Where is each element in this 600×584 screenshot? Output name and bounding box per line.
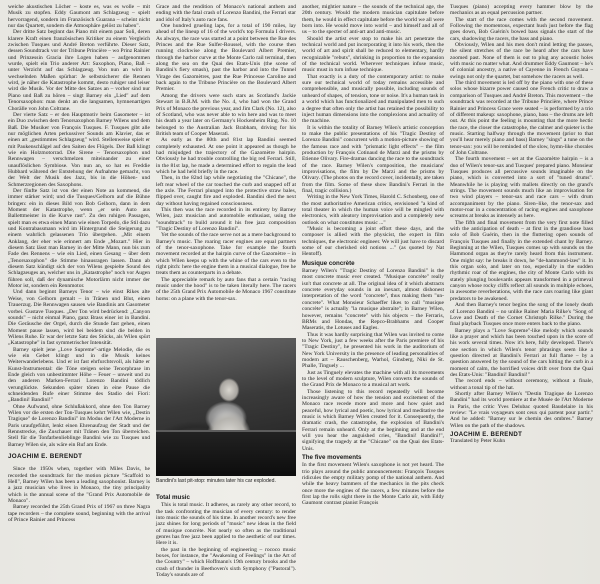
paragraph: Ohne Aufwand, ohne Schlußakkord, ohne den Ton Barney Wilen vor die ersten der Ton-Tusques kehrt Wilen wie, „Destin Tragique" de Lorenzo Bandini" im Modus der l'Art Moderne in Paris uraufgeführt, lenkt einen Ehrenaufzug der Stadt und der Rennstrecke, die Zuschauer mit Tränen den Ton überreichen. Stell für die Tonfarbenlieblinge Bandini wie zu Tusques und Barney Wilen sie, als wäre ein Ruf am Ende. [8,403,150,448]
paragraph: the past in the beginning of engineering – rococo music boxes, for instance, the "Awakening of Feelings" in the Art of the Country" – which Hoffmann's 19th century brooks and the crash of thunder in Beethoven's sixth Symphony ("Pastoral"). Today's sounds are of [156,546,296,579]
bandini-pitstop-photo [156,338,296,476]
paragraph: As early as the 80th and 81st lap Bandini seemed completely exhausted. At one point it appeared as though he had misjudged the trajectory of the Gazomètre hairpin. Obviously he had trouble controlling the big red Ferrari. Still, in the 81st lap, he made a determined effort to regain the lead which he had held briefly in the race. [156,137,296,175]
english-text-technical-age [302,4,444,258]
paragraph: Barney recorded the 25th Grand Prix of 1967 on three Nagra tape recorders – the complete sound, beginning with the arrival of Prince Rainier and Princess [8,504,150,524]
paragraph: weiche akustischen Löcher – koste es, was es wolle – mit Musik zu stopfen. Eddy Gaumont am Schlagzeug – spielt hervorragend, sondern im Französisch Guarana – scheint nicht nur das Quartett, sondern die Atmosphäre gelöst zu haben". [8,4,150,30]
paragraph: Those listening to this record repeatedly will become increasingly aware of how the tension and excitement of the Monaco race recede more and more and how quiet and peaceful, how lyrical and poetic, how lyrical and meditative the music is which Barney Wilen created for it. Consequently, the dramatic crash, the catastrophe, the explosion of Bandini's Ferrari remain unheard. Only at the beginning and at the end will you hear the anguished cries, "Bandini! Bandini!", signifying the tragedy at the "Chicane" on the Quai des Etats-Unis. [302,388,444,452]
paragraph: The appreciable remark by auto fans that a certain "racing music under the hood" is to be taken literally here. The racers of the 25th Grand Prix Automobile de Monaco 1967 constitute horns: on a plane with the tenor-sax. [156,276,296,302]
heading-musique-concrete: Musique concrète [302,259,355,267]
paragraph: Thus it was hardly surprising that Wilen was invited to come to New York, just a few weeks after the Paris premiere of his "Tragic Destiny", he presented his work in the auditorium of New York University in the presence of leading personalities of modern art – Rauschenberg, Warhol, Ginsberg, Niki de St. Phalle, Tinguely ... [302,331,444,370]
paragraph: another, mightier nature – the sounds of the technical age, the 20th century. Would the modern musician capitulate before them, he would in effect capitulate before the world we all were born into. He would move into world – and himself and all of us – to the specter of anti-art and anti-music. [302,4,444,36]
paragraph: Yet the sounds of the race serve not as a mere background to Barney's music. The roaring racer engines are equal partners of the tenor-saxophone. Take for example the fourth movement recorded at the hairpin curve of the Gazomètre – in which Wilen keeps up with the whine of the cars even to the right pitch: here the engine them in a musical dialogue, free he treats them as counterparts in a debate. [156,232,296,277]
paragraph: Der vierte Satz – er den Hauptmotiv beim Gasometer – ist ein Duo zwischen dem Tenorsaxophon Barney Wilens und dem Baß. Die Musiker von François Tusques. F. Tusques gibt alle nur möglichen Arten perkussiver Sounds am Klavier, das er einen art „gestimmtes Schlagzeug" wird. Stellenweise spielt er mit Paukenschlägel auf den Saiten des Flügels. Der Baß klingt wie ein Holzmotorrad. Die Sirene – Tenorsaxophon und Rennwagen – verschmelzen miteinander zu einer unauflöslichen Symbiose. Von nun an, so hat es Freddie Hubbard während der Entstehung der Aufnahme gemacht, von der Welt der Musik des Jazz, bis in die Höhen- und Schmerzregionen des Saxophons. [8,111,150,188]
paragraph: One hundred grueling laps, for a total of 190 miles, lay ahead of the lineup of 16 of the world's top Formula I drivers. As always, the race was started at a point between the Rue des Princes and the Rue Sulfer-Roussel, with the course then running clockwise along the Boulevard Albert Premier, through the harbor curve at the Monte Carlo rail terminal, then along the sea on the Quai des Etats-Unis (the scene of Bandini's fiery smash), past the harbor and into the Tunnel Virage des Gazomètres, past the Rue Princesse Caroline and back again to the Tribune Princière on the Boulevard Albert Premier. [156,23,296,93]
musique-concrete-text [302,268,444,452]
paragraph: And then Barney's tenor begins the song of the lonely death of Lorenzo Bandini – no unlike Rainer Maria Rilke's "Song of Love and Death of the Cornet Christoph Rilke." During the final playback Tusques once more enters back to the piano. [450,302,593,328]
paragraph: This then was the race recorded in its entirety by Barney Wilen, jazz musician and automobile enthusiast, using the "soundtrack" to build around it his free jazz composition "Tragic Destiny of Lorenzo Bandini". [156,207,296,233]
paragraph: The fifth and final movement from the very first note filled with the anticipation of death – at first in the grandiose bass solo of Bob Guérin, then in the fluttering open sounds of François Tusques and finally in the extended chant by Barney. Beginning at the Wilen, Tusques comes up with sounds on the Hammond organ as they're rarely heard from this instrument. One might say: he breaks it down, he "de-hammond-izes" it. In this organ solo, and later on too, especially in the sudden rhythmic roar of the engines, the city of Monte Carlo with its stately plunging boulevards appears transformed in a primeval canyon whose rocky cliffs reflect all sounds in multiple echoes, in awesome reverberations, with the race cars roaring like giant predators to be awakened. [450,219,593,302]
paragraph: Der dritte Satz beginnt das Piano mit einem paar Soli, deren klarere Kraft einen französischen Kritiker zu einem Vergleich zwischen Tusques und André Breton verführte. Dieser Satz, dessen Soundtrack vor der Tribune Princière – wo Prinz Rainier und Prinzessin Gracia ihre Logen haben – aufgenommen wurde, spielt ein Trio anderer Art: Saxophon, Piano, Baß – unter Verzicht auf das Schlagzeug. Von nun an wird in wechselnden Maßen spürbar: Je selbstsicherer die Rennen wird, je näher die Katastrophe kommt, desto ruhiger und leiser wird die Musik. Vor der Mitte des Satzes an – vorher sind nur Piano und Baß zu hören – singt Barney ein „Lied" auf dem Tenorsaxophon: man denkt an die langsamen, hymnenartigen Chorälle von John Coltrane. [8,29,150,112]
paragraph: Barney spielt jene „Love Supreme"-artige Melodie, die es wie ein Gebet klingt und in die Musik keines Weiterwanderlebens. Und er ist fast ehrfurchtsvoll, als hätte er Kunst-Instrumental: die Töne steigen seine Tenorphrase im Ende gleich von unbestimmter Höhe – Feuer – unweit und zu den anderen Marken-Ferrari Lorenzo Bandini tödlich verunglückte. Sekunden später tönen in eine Pause die schneidenden Rufe einer Stimme des Stadio dei Fiori: „Bandini! Bandini!" [8,346,150,404]
english-text-race [156,4,296,302]
signature-german: JOACHIM E. BERENDT [8,453,83,461]
paragraph: The fourth movement – set at the Gazomètre hairpin – is a duo of Wilen's tenor-sax and Tusques' prepared piano. Monsieur Tusques produces all percussive sounds imaginable on the piano, which is converted into a sort of "tuned drums". Meanwhile he is playing with mallets directly on the grand's strings. The movement sounds much like an improvisation for two wind players – tenor-sax and race cars – with drum accompaniment by the piano. Siren–like, the tenor-sax and motor-roar in a concentration of racing engines and saxophone screams at breaks as intensely as here. [450,156,593,220]
column-english-3 [450,4,593,445]
race-car-shape [156,430,296,476]
paragraph: Und dann beginnt Barneys Tenor – wie einst Rikes alte Weise, von Gelhorn gemalt – in Tränen und Blut, einen Trauerzug. Die Rennwagen sausen wie Bandinis am Gasometer vorbei. Gustave Tusques. „Der Ton wird bedrückend: „Canyon sounds" – nicht einmal Piano, ganz Brass einer ist in Bandini. Die Geräusche der Orgel, durch die Stunde fast gehen, einen Moment pause lassen, wird bei beidem sind die beiden in Wilens Ruhe. Er war der letzte Satz des Stücks, als Wilen spürt „Katastrophe" in fast symmetrischer Intensität. [8,289,150,347]
paragraph: Among the drivers were such stars as Scotland's Jackie Stewart in B.R.M. with the No. 4, who had won the Grand Prix of Monaco the previous year, and Jim Clark (No. 12), also of Scotland, who was never able to win here and was to meet his death a year later on Germany's Hockenheim Ring. No. 10 belonged to the Australian Jack Brabham, driving for his British team of Cooper Maserati. [156,92,296,137]
paragraph: Shortly after Barney Wilen's "Destin Tragique de Lorenzo Bandini" had its world premiere at the Musée de l'Art Moderne in Paris, the critic Yves Delubac quoted Baudelaire in his review: "Le vrais voyageurs sont ceux qui partent pour partir." And he added: "Barney sur le chemin des ombres." Barney Wilen on the path of the shadows. [450,390,593,429]
photo-caption: Bandini's last pit-stop: minutes later his car exploded. [156,478,276,484]
paragraph: The third movement is led off by the piano with one of these solos whose bizarre power caused one French critic to draw a comparison of Tusques and André Breton. This movement – the soundtrack was recorded at the Tribune Princière, where Prince Rainier and Princess Grace were seated – is performed by a trio of different makeup: saxophone, piano, bass – the drums are left out. At this point the feeling is mounting that the more hectic the race, the closer the catastrophe, the calmer and quieter is the music. Starting halfway through the movement (prior to that you'll hear merely piano and bass) Barney "sings" a tune on the tenor-sax: you will be reminded of the slow, hymn-like chorales of John Coltrane. [450,80,593,156]
column-english-1-bottom [156,492,296,578]
paragraph: Tusques (piano) accepting every hammer blow by the mechanics as an equal percussion partner. [450,4,593,17]
column-english-1 [156,4,296,302]
signature-english: JOACHIM E. BERENDT [450,431,523,439]
paragraph: "Music is becoming a joint effort these days, and the composer is allied with the physicist, the expert in film techniques, the electronic engineer. We will just have to discard some of our cherished old notions ..." (as quoted by Nat Hentoff). [302,226,444,258]
paragraph: Obviously, Wilen and his men don't mind letting the passes, the silent stretches of the race be heard after the cars have zoomed past. None of them is out to plug any acoustic holes with music no matter what. And drummer Eddy Gaumont – he's of colonial ancestry, a native of Cayenne in French Guyana – swings not only the quartet, but somehow the racers as well. [450,42,593,80]
column-english-2 [302,4,444,507]
paragraph: It is within the totality of Barney Wilen's artistic conception to make the public presentations of his "Tragic Destiny of Lorenzo Bandini" concurrent with a motion-picture showing of the famous race and with "prismatic light effects" – the film production by François Cotinaud de Marzi and the prisms by Etienne Olivary. Fire-dramas dancing the race to the soundtrack of the race. Barney Wilen's composition, the musicians' improvisations, the film by De Marzi and the prisms by Olivary. (The photos on the record cover, incidentally, are taken from the film. Some of these show Bandini's Ferrari in the final, tragic collision.) [302,124,444,194]
paragraph: Should the artist ever stop to make his art penetrate the technical world and put incorporating it into his work, then the world of art and spirit shall be reduced to elementary, hardly recognizable "rebuts", shrinking in proportion to the expansion of the technical world. Wherever techniques infuse music, music must in turn infuse technique. [302,35,444,74]
paragraph: That exactly is a duty of the contemporary artist: to make sure our technical world of today remains accessible and comprehensible, and musically possible, including sounds of unheard of shapes, of tension, tone or noise. It's a human task in a world which has functionalized and manipulated men to such a degree that often only the artist has retained the possibility to inject human dimensions into the complexions and actuality of the machine. [302,73,444,125]
english-text-start [8,466,150,523]
heading-five-movements: The five movements [302,454,362,462]
english-text-movements [450,4,593,429]
paragraph: The start of the race comes with the second movement. Following the momentous, expectant hush just before the flag goes down, Bob Guérin's bowed bass signals the start of the cars, shadowing the racers, the bass and piano. [450,16,593,42]
paragraph: The record ends – without ceremony, without a finale, without a tonal tip of the hat. [450,378,593,391]
translator-credit: Translated by Peter Kuhn [450,438,506,445]
paragraph: Barney plays a "Love Supreme"-like melody which sounds like a prayer and which has been touched upon in the score of his work several times. Now it's here, fully developed. There's one section in which Wilen's tenor phrasings seem like a question directed at Bandini's Ferrari at full flame – by a question answered by the sound of the cars hitting the curb in a moment of calm, the horrified voices drift over from the Quai des Etats-Unis: "Bandini! Bandini!" [450,327,593,378]
paragraph: Der fünfte Satz ist von der einen Note an kommend, die immer stärker wird; und die Tusques/Gelhorn auf die Bühne bringen: ein in dieses Bild von Bob Gelhorn, dann in dem Moment der Katastrophe, wenn „er sein Auto aus Ballettmeister in die Kurve rast". Zu den ruhigen Passagen, spielt man es etwa einen Mann wie einen Torpedo, die Stil dazu und Kontrabassmann wird im Hintergrund die Steigerung zu einem wahrlich gelassenen Trio übergehen. „Mit einem Anklang, der eher wie erinnert am Ende „Mozart." Hier in diesem Satz lässt man Barney in der Mitte Mann, nun bis zum Fade des Rennens – wie ein Lied, einen Gesang – über dem „Tenorsaxophon" die Stimme hinausragen lassen. Dann ab diesem Satz kündigt sich der von Wilens gespielte Sound des Schlagzeuges an, welcher uns in „Katastrophe" noch vor Augen führen soll, daß der dynamische Motorlärm nicht immer der Motor ist, sondern ein Rennmotor. [8,187,150,290]
paragraph: Barney Wilen's "Tragic Destiny of Lorenzo Bandini" is the most concrete music ever created. "Musique concrète" really isn't that concrete at all. The original idea of it which abstracts concrete everyday sounds in an inexact, almost dishonest interpretation of the word "concrete", thus making them "un-concrete". What Monsieur Schaeffer likes to call "musique concrète" is actually "la musique abstraite"; in Barney Wilen, however, remains "concrete" with his objects – the Ferraris, BRMs and Hondas, the Repco-Brabhams and Cooper Maseratis, the Lotuses and Eagles. [302,268,444,332]
paragraph: Since the 1950s when, together with Miles Davis, he recorded the soundtrack for the motion picture "Scaffold to Hell", Barney Wilen has been a leading saxophonist. Barney is a jazz musician who lives in Monaco, the tiny principality which is the annual scene of the "Grand Prix Automobile de Monaco". [8,466,150,505]
heading-total-music: Total music [156,494,190,501]
paragraph: This is total music. It adheres, as rarely any other record, to the task confronting the musician of every century: to render into music the sounds of his time. In another record's new free jazz shines for long periods of "music" new ideas in the field of musique concrète. Not nearly so often as the traditional genres has free jazz been applied to the aesthetic of our times. Here it is. [156,502,296,547]
german-text [8,4,150,448]
paragraph: In the first movement Wilen's saxophone is not yet heard. The trio plays around the public announcements: François Tusques ridicules the empty military pomp of the national anthem. And while the heavy bammers of the mechanics in the pits check once more the engines of the racers, a few minutes before the first lap the rolls sight there in the Monte Carlo air, with Eddy Gaumont contrast pianist François [302,462,444,507]
paragraph: Grace and the rendition of Monaco's national anthem and ending with the fatal crash of Lorenzo Bandini, the Ferrari star and idol of Italy's auto race fans. [156,4,296,23]
paragraph: Writing in the New York Times, Harold C. Schonberg, one of the most authoritative American critics, envisioned "a kind of total theater in which the human voice will be mingled with electronics, with aleatory improvisation and a completely new outlook on what constitutes music ..." [302,194,444,226]
total-music-text [156,502,296,578]
five-movements-text [302,462,444,506]
column-german [8,4,150,524]
paragraph: Just as Tinguely elevates the machine with all its movements to the level of modern sculpture, Wilen converts the sounds of the Grand Prix de Monaco to a musical art work. [302,369,444,389]
paragraph: Then, in the 82nd lap while negotiating the "Chicane", the left rear wheel of the car touched the curb and snapped off at the axle. The Ferrari plunged into the protective straw bales, flipped over, caught fire and exploded. Bandini died the next day without having regained consciousness. [156,175,296,207]
